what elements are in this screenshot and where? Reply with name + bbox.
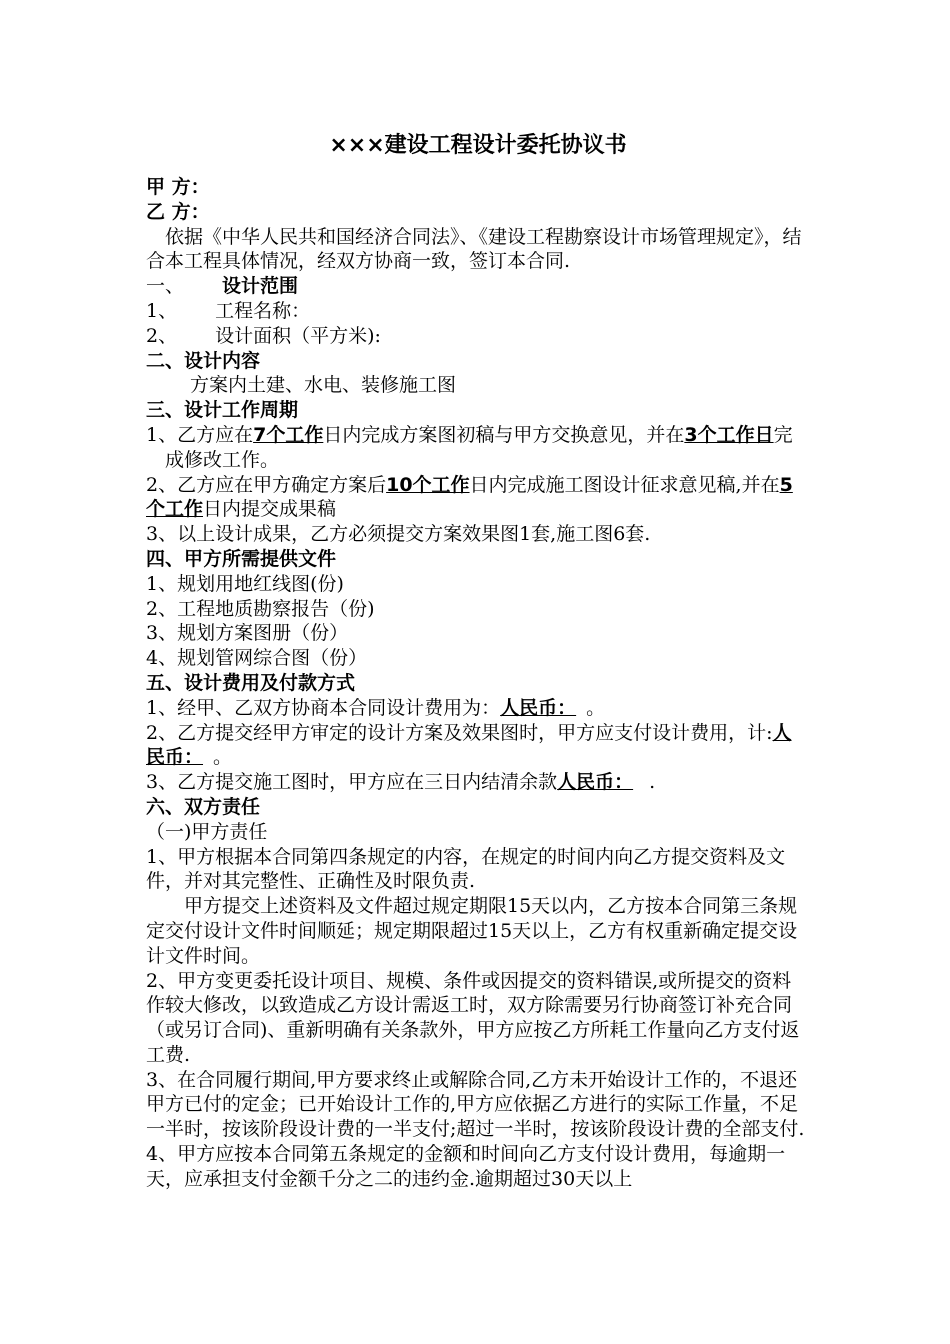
section-6-para-3: 3、在合同履行期间,甲方要求终止或解除合同,乙方未开始设计工作的，不退还甲方已付的定金；已开始设计工作的,甲方应依据乙方进行的实际工作量，不足一半时，按该阶段设计费的一半支付;超过一半时，按该阶段设计费的全部支付. (146, 1068, 805, 1141)
section-4-item-4: 4、规划管网综合图（份） (146, 647, 368, 670)
section-6-para-2: 2、甲方变更委托设计项目、规模、条件或因提交的资料错误,或所提交的资料作较大修改，以致造成乙方设计需返工时，双方除需要另行协商签订补充合同（或另订合同)、重新明确有关条款外，甲方应按乙方所耗工作量向乙方支付返工费. (146, 969, 800, 1066)
document-title: ×××建设工程设计委托协议书 (329, 133, 627, 158)
section-3-item-2: 2、乙方应在甲方确定方案后10个工作日内完成施工图设计征求意见稿,并在5个工作日内提交成果稿 (146, 473, 793, 521)
section-4-item-3: 3、规划方案图册（份） (146, 622, 349, 645)
section-3-heading: 三、设计工作周期 (146, 399, 299, 422)
section-1-item-1: 1、 工程名称： (146, 299, 311, 322)
section-3-item-3: 3、以上设计成果，乙方必须提交方案效果图1套,施工图6套. (146, 523, 651, 546)
section-6-heading: 六、双方责任 (146, 795, 261, 818)
section-2-heading: 二、设计内容 (146, 349, 261, 372)
section-6-para-1: 1、甲方根据本合同第四条规定的内容，在规定的时间内向乙方提交资料及文件，并对其完整性、正确性及时限负责. (146, 845, 786, 893)
intro-paragraph: 依据《中华人民共和国经济合同法》、《建设工程勘察设计市场管理规定》，结合本工程具体情况，经双方协商一致，签订本合同. (146, 225, 802, 273)
party-b-line: 乙 方： (146, 200, 210, 223)
section-5-item-2: 2、乙方提交经甲方审定的设计方案及效果图时，甲方应支付设计费用，计:人民币： 。 (146, 721, 792, 769)
document-page (146, 130, 810, 1192)
party-a-line: 甲 方： (146, 176, 210, 198)
section-6-para-4: 4、甲方应按本合同第五条规定的金额和时间向乙方支付设计费用，每逾期一天，应承担支付金额千分之二的违约金.逾期超过30天以上 (146, 1143, 786, 1190)
section-4-item-1: 1、规划用地红线图(份) (146, 572, 344, 595)
section-4-item-2: 2、工程地质勘察报告（份) (146, 597, 375, 620)
section-5-heading: 五、设计费用及付款方式 (146, 671, 356, 694)
section-6-para-1b: 甲方提交上述资料及文件超过规定期限15天以内，乙方按本合同第三条规定交付设计文件时间顺延；规定期限超过15天以上，乙方有权重新确定提交设计文件时间。 (146, 895, 798, 967)
section-3-item-1: 1、乙方应在7个工作日内完成方案图初稿与甲方交换意见，并在3个工作日完成修改工作。 (146, 423, 793, 471)
section-6-sub-1: （一)甲方责任 (146, 820, 268, 843)
section-4-heading: 四、甲方所需提供文件 (146, 547, 337, 570)
section-2-text: 方案内土建、水电、装修施工图 (190, 374, 457, 397)
section-5-item-3: 3、乙方提交施工图时，甲方应在三日内结清余款人民币： . (146, 771, 656, 794)
section-1-heading (146, 274, 810, 299)
section-1-title: 设计范围 (222, 275, 299, 298)
section-1-item-2: 2、 设计面积（平方米): (146, 324, 381, 347)
section-5-item-1: 1、经甲、乙双方协商本合同设计费用为：人民币： 。 (146, 696, 606, 719)
section-1-number: 一、 (146, 275, 185, 298)
